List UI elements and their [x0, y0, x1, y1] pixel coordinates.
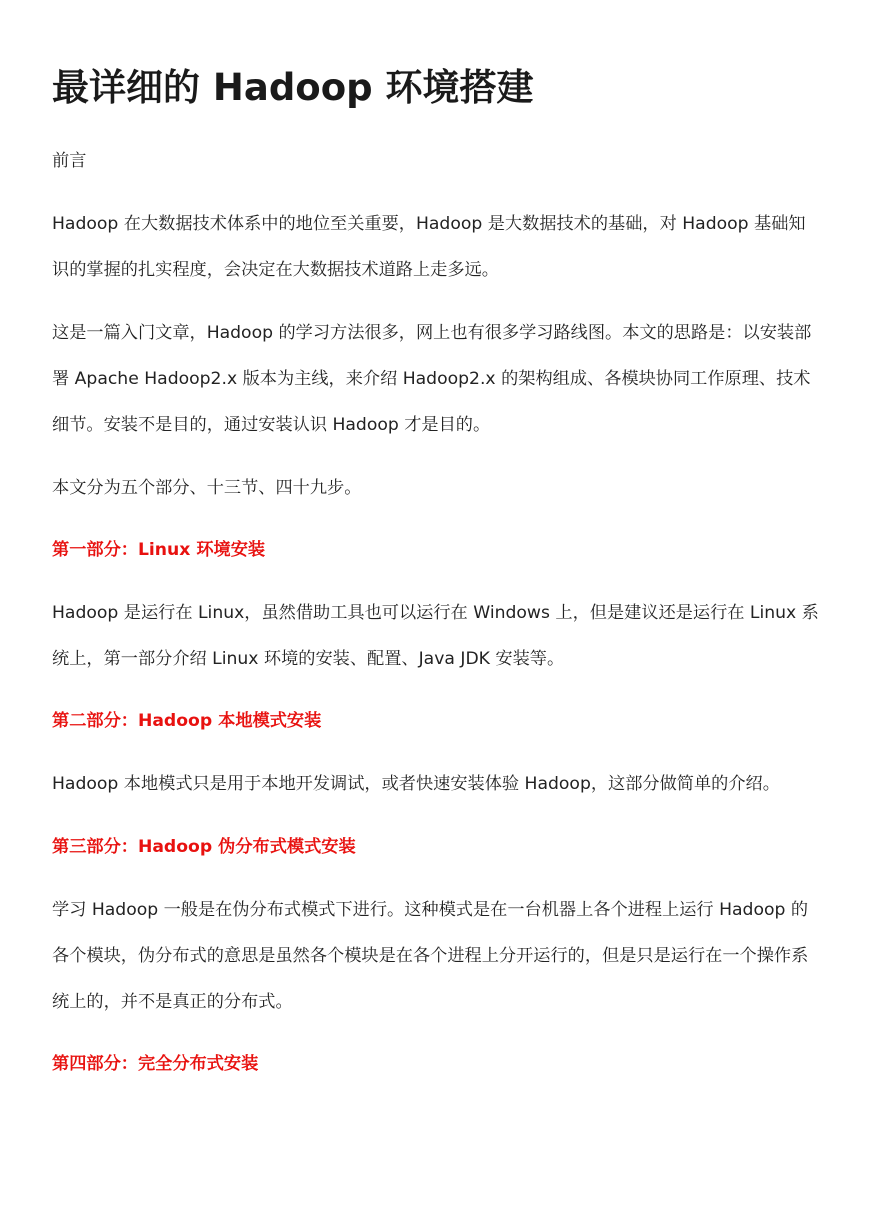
page-title: 最详细的 Hadoop 环境搭建 [52, 66, 534, 109]
section-heading-part1: 第一部分：Linux 环境安装 [52, 540, 266, 560]
intro-paragraph-1: Hadoop 在大数据技术体系中的地位至关重要，Hadoop 是大数据技术的基础，对 Hadoop 基础知识的掌握的扎实程度，会决定在大数据技术道路上走多远。 [52, 214, 806, 280]
part2-paragraph: Hadoop 本地模式只是用于本地开发调试，或者快速安装体验 Hadoop，这部分做简单的介绍。 [52, 774, 780, 794]
part3-paragraph: 学习 Hadoop 一般是在伪分布式模式下进行。这种模式是在一台机器上各个进程上运行 Hadoop 的各个模块，伪分布式的意思是虽然各个模块是在各个进程上分开运行的，但是只是运行在一个操作系统上的，并不是真正的分布式。 [52, 900, 809, 1012]
intro-paragraph-3: 本文分为五个部分、十三节、四十九步。 [52, 478, 362, 498]
intro-paragraph-2: 这是一篇入门文章，Hadoop 的学习方法很多，网上也有很多学习路线图。本文的思路是：以安装部署 Apache Hadoop2.x 版本为主线，来介绍 Hadoop2.x 的架构组成、各模块协同工作原理、技术细节。安装不是目的，通过安装认识 Hadoop 才是目的。 [52, 323, 812, 435]
section-heading-part2: 第二部分：Hadoop 本地模式安装 [52, 711, 322, 731]
preface-label: 前言 [52, 151, 87, 171]
section-heading-part3: 第三部分：Hadoop 伪分布式模式安装 [52, 837, 356, 857]
part1-paragraph: Hadoop 是运行在 Linux，虽然借助工具也可以运行在 Windows 上，但是建议还是运行在 Linux 系统上，第一部分介绍 Linux 环境的安装、配置、Java JDK 安装等。 [52, 603, 819, 669]
section-heading-part4: 第四部分：完全分布式安装 [52, 1054, 259, 1074]
